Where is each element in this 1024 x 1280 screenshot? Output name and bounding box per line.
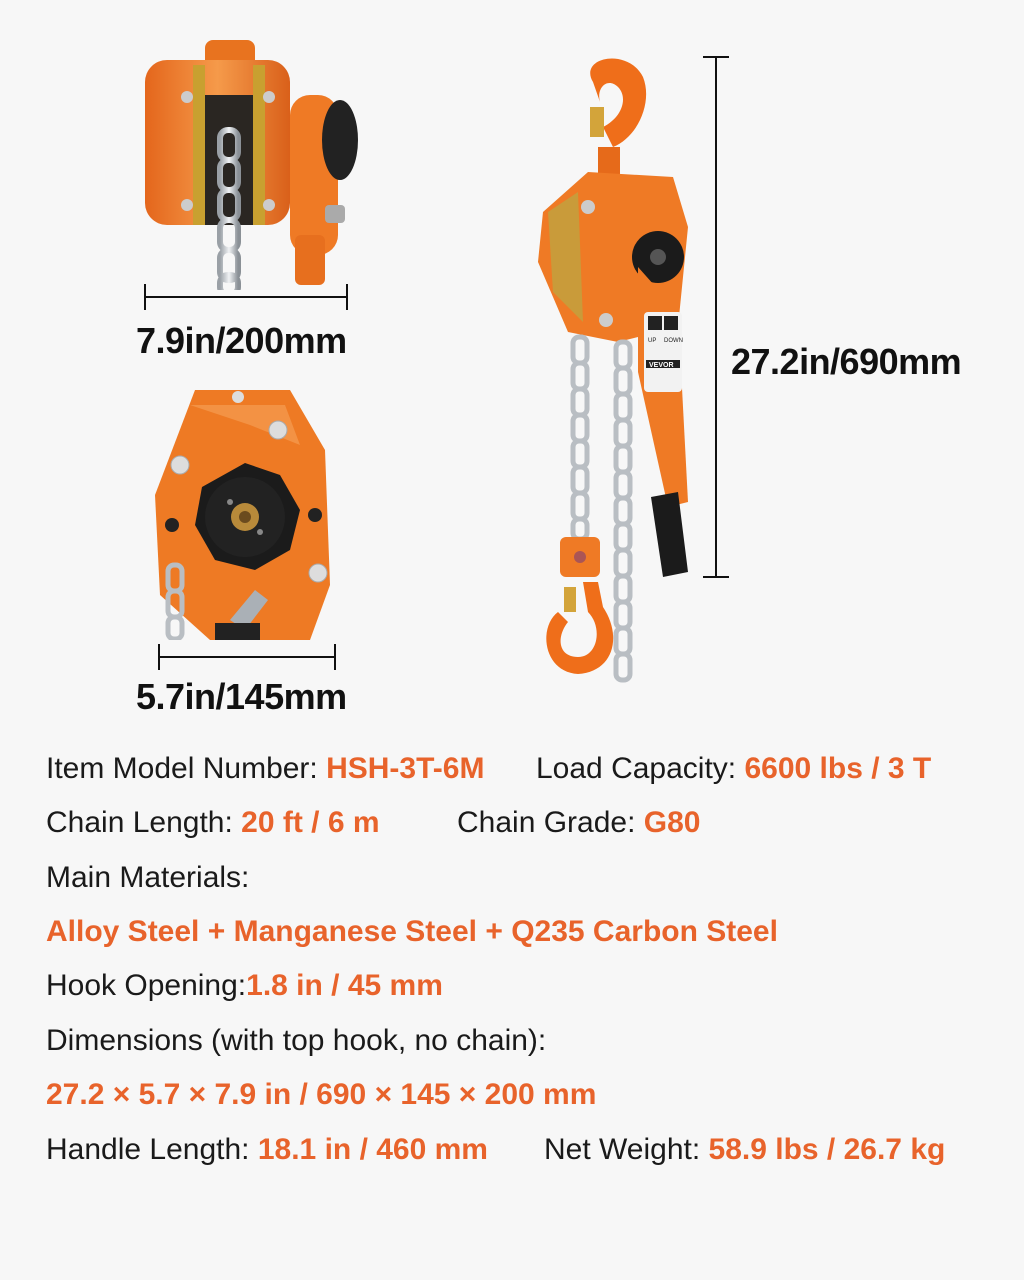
spec-dimensions-value: 27.2 × 5.7 × 7.9 in / 690 × 145 × 200 mm [46, 1078, 597, 1111]
spec-model: Item Model Number: HSH-3T-6M [46, 752, 485, 785]
hoist-side-view [135, 35, 365, 290]
spec-chain-grade: Chain Grade: G80 [457, 806, 701, 839]
spec-dimensions-label: Dimensions (with top hook, no chain): [46, 1024, 547, 1057]
spec-materials-label: Main Materials: [46, 861, 250, 894]
spec-materials-value: Alloy Steel + Manganese Steel + Q235 Carbon Steel [46, 915, 778, 948]
width-dimension-line [144, 296, 348, 298]
spec-load-capacity: Load Capacity: 6600 lbs / 3 T [536, 752, 932, 785]
spec-chain-length: Chain Length: 20 ft / 6 m [46, 806, 380, 839]
lever-hoist-front-view [528, 52, 713, 697]
height-dimension-label: 27.2in/690mm [731, 341, 962, 382]
spec-hook-opening: Hook Opening:1.8 in / 45 mm [46, 969, 443, 1002]
depth-dimension-line [158, 656, 336, 658]
hoist-top-view [150, 385, 340, 640]
spec-handle-length: Handle Length: 18.1 in / 460 mm [46, 1133, 488, 1166]
width-dimension-label: 7.9in/200mm [136, 320, 347, 361]
height-dimension-line [715, 56, 717, 578]
spec-net-weight: Net Weight: 58.9 lbs / 26.7 kg [544, 1133, 946, 1166]
label-brand: VEVOR [649, 362, 674, 369]
depth-dimension-label: 5.7in/145mm [136, 676, 347, 717]
label-down: DOWN [664, 338, 683, 344]
label-up: UP [648, 338, 657, 344]
